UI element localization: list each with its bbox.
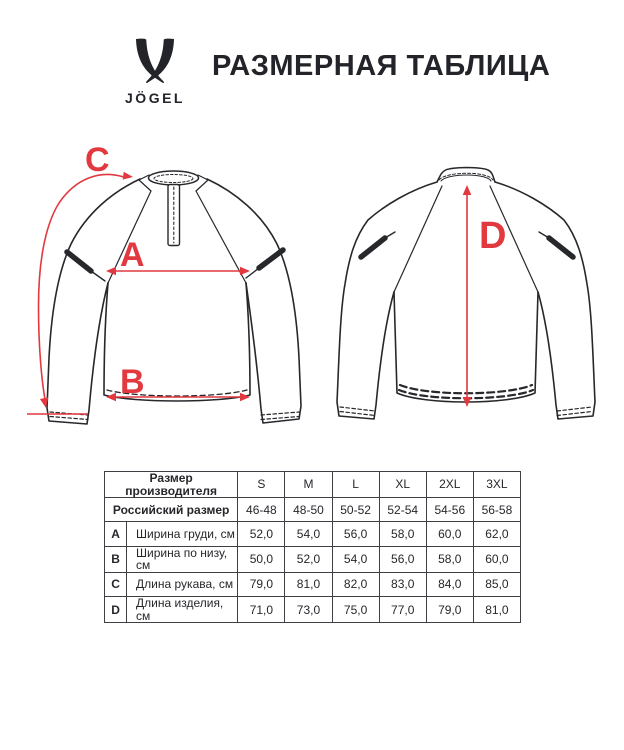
size-col-header: S [238, 472, 285, 498]
table-row-measure-B [105, 546, 521, 572]
measure-name: Длина изделия, см [127, 597, 238, 623]
measure-value: 85,0 [473, 572, 520, 596]
measure-name: Ширина груди, см [127, 522, 238, 546]
size-table [104, 471, 521, 623]
back-right-sleeve-accent [549, 238, 573, 257]
table-row-measure-A [105, 522, 521, 546]
table-row-russian-sizes [105, 498, 521, 522]
measure-value: 71,0 [238, 597, 285, 623]
measure-value: 77,0 [379, 597, 426, 623]
front-left-sleeve-accent [67, 252, 91, 271]
russian-size-header: Российский размер [105, 498, 238, 522]
russian-size-value: 48-50 [285, 498, 332, 522]
russian-size-value: 52-54 [379, 498, 426, 522]
measure-name: Ширина по низу, см [127, 546, 238, 572]
measure-value: 54,0 [332, 546, 379, 572]
measure-value: 75,0 [332, 597, 379, 623]
measure-letter: C [105, 572, 127, 596]
table-row-measure-D [105, 597, 521, 623]
table-row-measure-C [105, 572, 521, 596]
manufacturer-size-header: Размер производителя [105, 472, 238, 498]
measure-label-c: C [85, 141, 110, 179]
size-col-header: L [332, 472, 379, 498]
measure-value: 56,0 [332, 522, 379, 546]
russian-size-value: 46-48 [238, 498, 285, 522]
size-col-header: 2XL [426, 472, 473, 498]
brand-wordmark: JÖGEL [125, 90, 185, 106]
garment-back-drawing [337, 168, 595, 420]
back-left-sleeve-accent [361, 238, 385, 257]
measure-value: 81,0 [473, 597, 520, 623]
measure-label-d: D [479, 215, 507, 257]
measure-value: 58,0 [426, 546, 473, 572]
measure-letter: A [105, 522, 127, 546]
measure-label-b: B [120, 363, 145, 401]
measure-value: 84,0 [426, 572, 473, 596]
size-col-header: XL [379, 472, 426, 498]
measure-value: 79,0 [238, 572, 285, 596]
measure-value: 56,0 [379, 546, 426, 572]
measure-name: Длина рукава, см [127, 572, 238, 596]
measure-value: 60,0 [473, 546, 520, 572]
measure-value: 82,0 [332, 572, 379, 596]
measure-value: 52,0 [285, 546, 332, 572]
measure-value: 50,0 [238, 546, 285, 572]
measure-label-a: A [120, 236, 145, 274]
measure-value: 52,0 [238, 522, 285, 546]
size-col-header: M [285, 472, 332, 498]
measure-value: 79,0 [426, 597, 473, 623]
measure-value: 54,0 [285, 522, 332, 546]
front-right-sleeve-accent [259, 250, 283, 268]
measure-value: 62,0 [473, 522, 520, 546]
table-row-manufacturer-sizes [105, 472, 521, 498]
russian-size-value: 50-52 [332, 498, 379, 522]
russian-size-value: 54-56 [426, 498, 473, 522]
jogel-emblem-icon [113, 35, 197, 109]
measure-value: 60,0 [426, 522, 473, 546]
measure-letter: B [105, 546, 127, 572]
measure-value: 83,0 [379, 572, 426, 596]
measure-value: 81,0 [285, 572, 332, 596]
measure-value: 73,0 [285, 597, 332, 623]
russian-size-value: 56-58 [473, 498, 520, 522]
size-col-header: 3XL [473, 472, 520, 498]
measure-letter: D [105, 597, 127, 623]
garment-front-drawing [47, 171, 301, 424]
brand-logo [113, 35, 197, 109]
page-title: РАЗМЕРНАЯ ТАБЛИЦА [212, 50, 551, 82]
garment-measure-diagram [0, 140, 624, 462]
measure-value: 58,0 [379, 522, 426, 546]
